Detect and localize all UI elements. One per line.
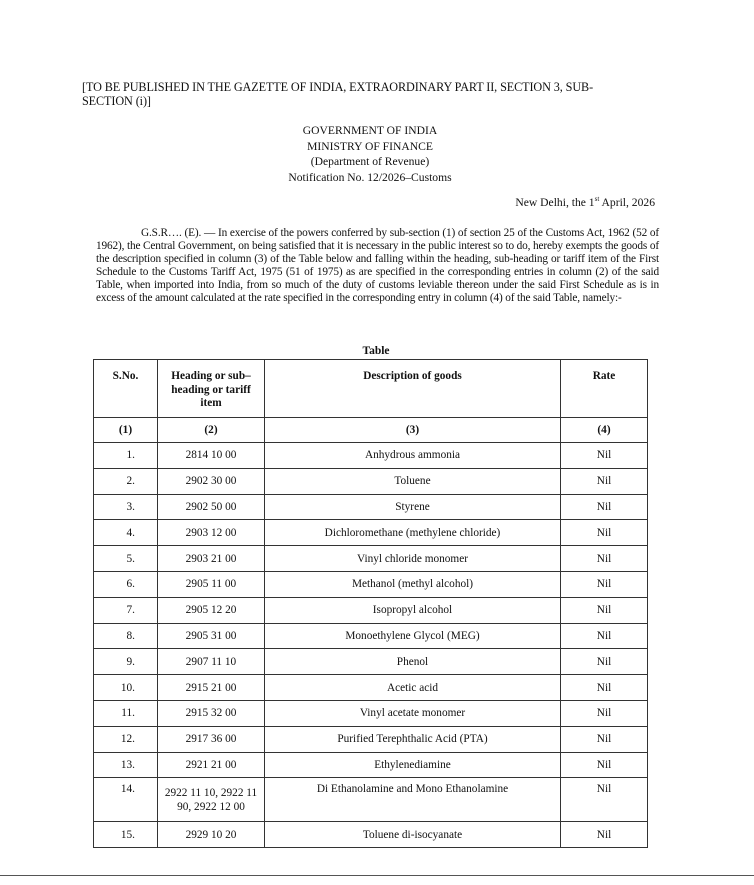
table-row: [94, 520, 648, 546]
row-sno: 12.: [94, 726, 158, 752]
row-rate: Nil: [561, 468, 648, 494]
row-sno: 5.: [94, 546, 158, 572]
row-description: Vinyl acetate monomer: [265, 700, 561, 726]
table-row: [94, 675, 648, 701]
row-heading: 2903 21 00: [158, 546, 265, 572]
table-row: [94, 752, 648, 778]
row-heading: 2902 50 00: [158, 494, 265, 520]
table-row: [94, 546, 648, 572]
row-heading: 2922 11 10, 2922 11 90, 2922 12 00: [158, 778, 265, 822]
column-number: (2): [158, 418, 265, 443]
row-sno: 14.: [94, 778, 158, 822]
row-heading: 2905 12 20: [158, 597, 265, 623]
date-suffix: April, 2026: [599, 195, 655, 209]
notification-number: Notification No. 12/2026–Customs: [288, 170, 452, 184]
goods-table: [93, 359, 648, 848]
row-description: Ethylenediamine: [265, 752, 561, 778]
row-heading: 2814 10 00: [158, 443, 265, 469]
row-description: Methanol (methyl alcohol): [265, 571, 561, 597]
header-heading: Heading or sub– heading or tariff item: [158, 360, 265, 418]
row-sno: 13.: [94, 752, 158, 778]
row-rate: Nil: [561, 520, 648, 546]
table-row: [94, 597, 648, 623]
row-rate: Nil: [561, 571, 648, 597]
row-description: Dichloromethane (methylene chloride): [265, 520, 561, 546]
row-heading: 2903 12 00: [158, 520, 265, 546]
table-row: [94, 778, 648, 822]
row-heading: 2902 30 00: [158, 468, 265, 494]
row-rate: Nil: [561, 700, 648, 726]
row-heading: 2915 21 00: [158, 675, 265, 701]
row-description: Isopropyl alcohol: [265, 597, 561, 623]
table-body: [94, 418, 648, 848]
row-rate: Nil: [561, 726, 648, 752]
row-sno: 4.: [94, 520, 158, 546]
row-rate: Nil: [561, 546, 648, 572]
row-sno: 2.: [94, 468, 158, 494]
row-description: Acetic acid: [265, 675, 561, 701]
row-description: Monoethylene Glycol (MEG): [265, 623, 561, 649]
row-sno: 3.: [94, 494, 158, 520]
table-row: [94, 623, 648, 649]
date-superscript: st: [594, 195, 600, 203]
row-sno: 11.: [94, 700, 158, 726]
table-row: [94, 443, 648, 469]
row-description: Toluene: [265, 468, 561, 494]
row-rate: Nil: [561, 675, 648, 701]
row-heading: 2907 11 10: [158, 649, 265, 675]
column-number: (1): [94, 418, 158, 443]
date-prefix: New Delhi, the 1: [515, 195, 595, 209]
row-description: Styrene: [265, 494, 561, 520]
column-number-row: [94, 418, 648, 443]
table-row: [94, 822, 648, 848]
row-description: Vinyl chloride monomer: [265, 546, 561, 572]
table-row: [94, 571, 648, 597]
gazette-header: [TO BE PUBLISHED IN THE GAZETTE OF INDIA, EXTRAORDINARY PART II, SECTION 3, SUB-SECTION (i)]: [82, 80, 594, 108]
row-rate: Nil: [561, 623, 648, 649]
notification-body: G.S.R…. (E). — In exercise of the powers conferred by sub-section (1) of section 25 of the Customs Act, 1962 (52 of 1962), the Central Government, on being satisfied that it is necessary in the public interest so to do, hereby exempts the goods of the description specified in column (3) of the Table below and falling within the heading, sub-heading or tariff item of the First Schedule to the Customs Tariff Act, 1975 (51 of 1975) as are specified in the corresponding entries in column (2) of the said Table, when imported into India, from so much of the duty of customs leviable thereon under the said First Schedule as is in excess of the amount calculated at the rate specified in the corresponding entry in column (4) of the said Table, namely:-: [96, 227, 659, 304]
row-rate: Nil: [561, 649, 648, 675]
government-title: GOVERNMENT OF INDIA: [302, 124, 438, 137]
row-description: Anhydrous ammonia: [265, 443, 561, 469]
column-number: (3): [265, 418, 561, 443]
row-sno: 9.: [94, 649, 158, 675]
row-rate: Nil: [561, 752, 648, 778]
table-row: [94, 494, 648, 520]
row-heading: 2917 36 00: [158, 726, 265, 752]
row-heading: 2905 11 00: [158, 571, 265, 597]
row-heading: 2915 32 00: [158, 700, 265, 726]
row-rate: Nil: [561, 597, 648, 623]
row-description: Toluene di-isocyanate: [265, 822, 561, 848]
table-row: [94, 726, 648, 752]
table-row: [94, 468, 648, 494]
row-description: Phenol: [265, 649, 561, 675]
issuer-block: [0, 123, 740, 185]
header-sno: S.No.: [94, 360, 158, 418]
row-sno: 6.: [94, 571, 158, 597]
header-rate: Rate: [561, 360, 648, 418]
column-number: (4): [561, 418, 648, 443]
header-description: Description of goods: [265, 360, 561, 418]
ministry-title: MINISTRY OF FINANCE: [307, 139, 433, 153]
row-description: Purified Terephthalic Acid (PTA): [265, 726, 561, 752]
table-row: [94, 700, 648, 726]
row-sno: 15.: [94, 822, 158, 848]
row-description: Di Ethanolamine and Mono Ethanolamine: [265, 778, 561, 822]
row-rate: Nil: [561, 778, 648, 822]
row-heading: 2929 10 20: [158, 822, 265, 848]
table-header-row: [94, 360, 648, 418]
row-rate: Nil: [561, 494, 648, 520]
row-sno: 10.: [94, 675, 158, 701]
table-title: Table: [362, 345, 390, 357]
row-rate: Nil: [561, 822, 648, 848]
row-sno: 7.: [94, 597, 158, 623]
table-row: [94, 649, 648, 675]
date-line: [515, 195, 655, 209]
row-rate: Nil: [561, 443, 648, 469]
row-heading: 2921 21 00: [158, 752, 265, 778]
row-heading: 2905 31 00: [158, 623, 265, 649]
row-sno: 1.: [94, 443, 158, 469]
row-sno: 8.: [94, 623, 158, 649]
department-title: (Department of Revenue): [310, 155, 430, 168]
